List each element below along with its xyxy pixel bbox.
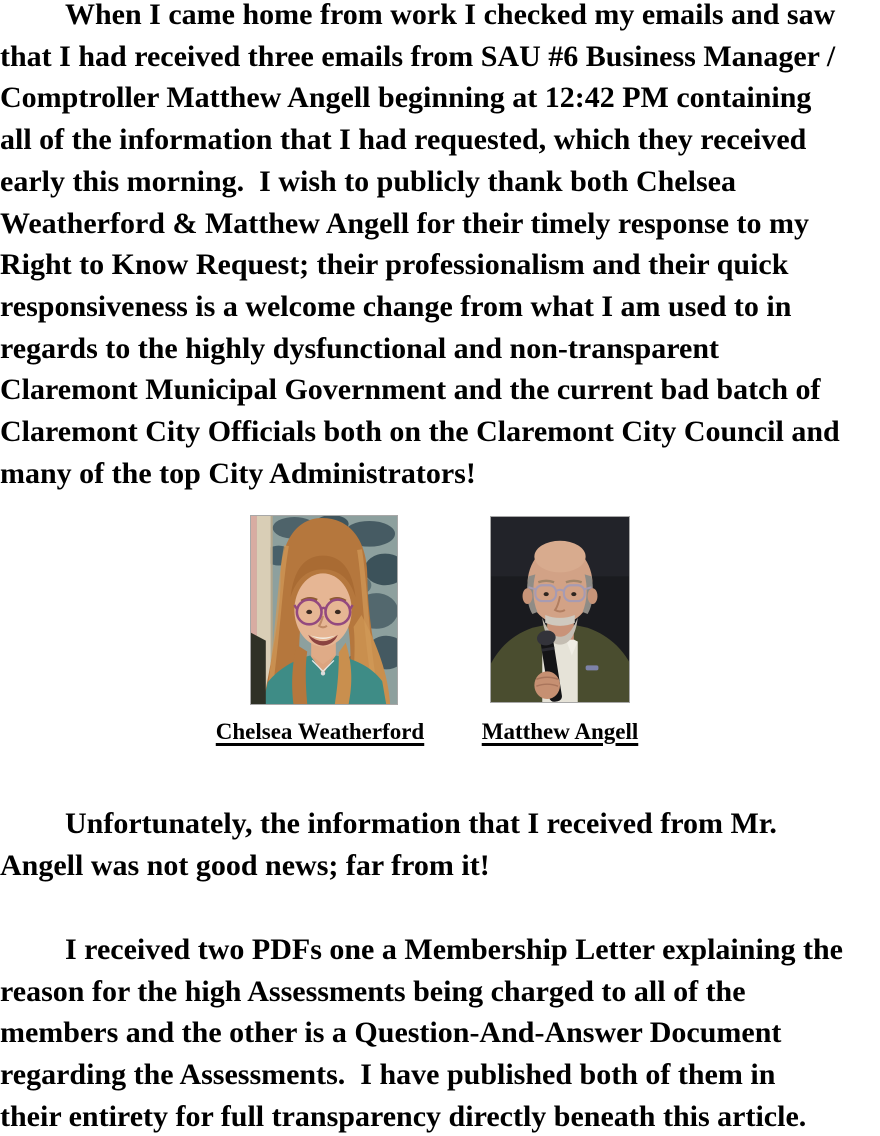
text-line: Claremont Municipal Government and the current bad batch of <box>0 373 821 407</box>
text-line: Angell was not good news; far from it! <box>0 848 490 882</box>
text-line: Weatherford & Matthew Angell for their timely response to my <box>0 206 810 240</box>
text-line: Claremont City Officials both on the Claremont City Council and <box>0 415 840 449</box>
text-line: that I had received three emails from SAU #6 Business Manager / <box>0 39 836 73</box>
text-line: many of the top City Administrators! <box>0 456 476 490</box>
paragraph-bad-news <box>0 803 880 886</box>
photo-caption-chelsea: Chelsea Weatherford <box>215 719 425 744</box>
matthew-portrait-graphic <box>491 517 629 702</box>
photo-matthew-angell <box>490 516 630 703</box>
chelsea-portrait-graphic <box>251 516 397 704</box>
text-line: regarding the Assessments. I have published both of them in <box>0 1058 776 1092</box>
text-line: responsiveness is a welcome change from what I am used to in <box>0 289 792 323</box>
text-line: Right to Know Request; their professionalism and their quick <box>0 248 789 282</box>
paragraph-intro <box>0 0 880 494</box>
photo-caption-matthew: Matthew Angell <box>481 719 639 744</box>
text-line: all of the information that I had requested, which they received <box>0 123 807 157</box>
text-line: reason for the high Assessments being charged to all of the <box>0 974 746 1008</box>
text-line: I received two PDFs one a Membership Letter explaining the <box>65 933 843 966</box>
text-line: Unfortunately, the information that I received from Mr. <box>65 807 777 840</box>
photo-chelsea-weatherford <box>250 515 398 705</box>
text-line: their entirety for full transparency directly beneath this article. <box>0 1099 807 1133</box>
text-line: early this morning. I wish to publicly thank both Chelsea <box>0 164 736 198</box>
text-line: Comptroller Matthew Angell beginning at 12:42 PM containing <box>0 81 812 115</box>
text-line: members and the other is a Question-And-Answer Document <box>0 1016 782 1050</box>
paragraph-two-pdfs <box>0 929 880 1136</box>
text-line: When I came home from work I checked my emails and saw <box>65 0 836 31</box>
text-line: regards to the highly dysfunctional and non-transparent <box>0 331 720 365</box>
